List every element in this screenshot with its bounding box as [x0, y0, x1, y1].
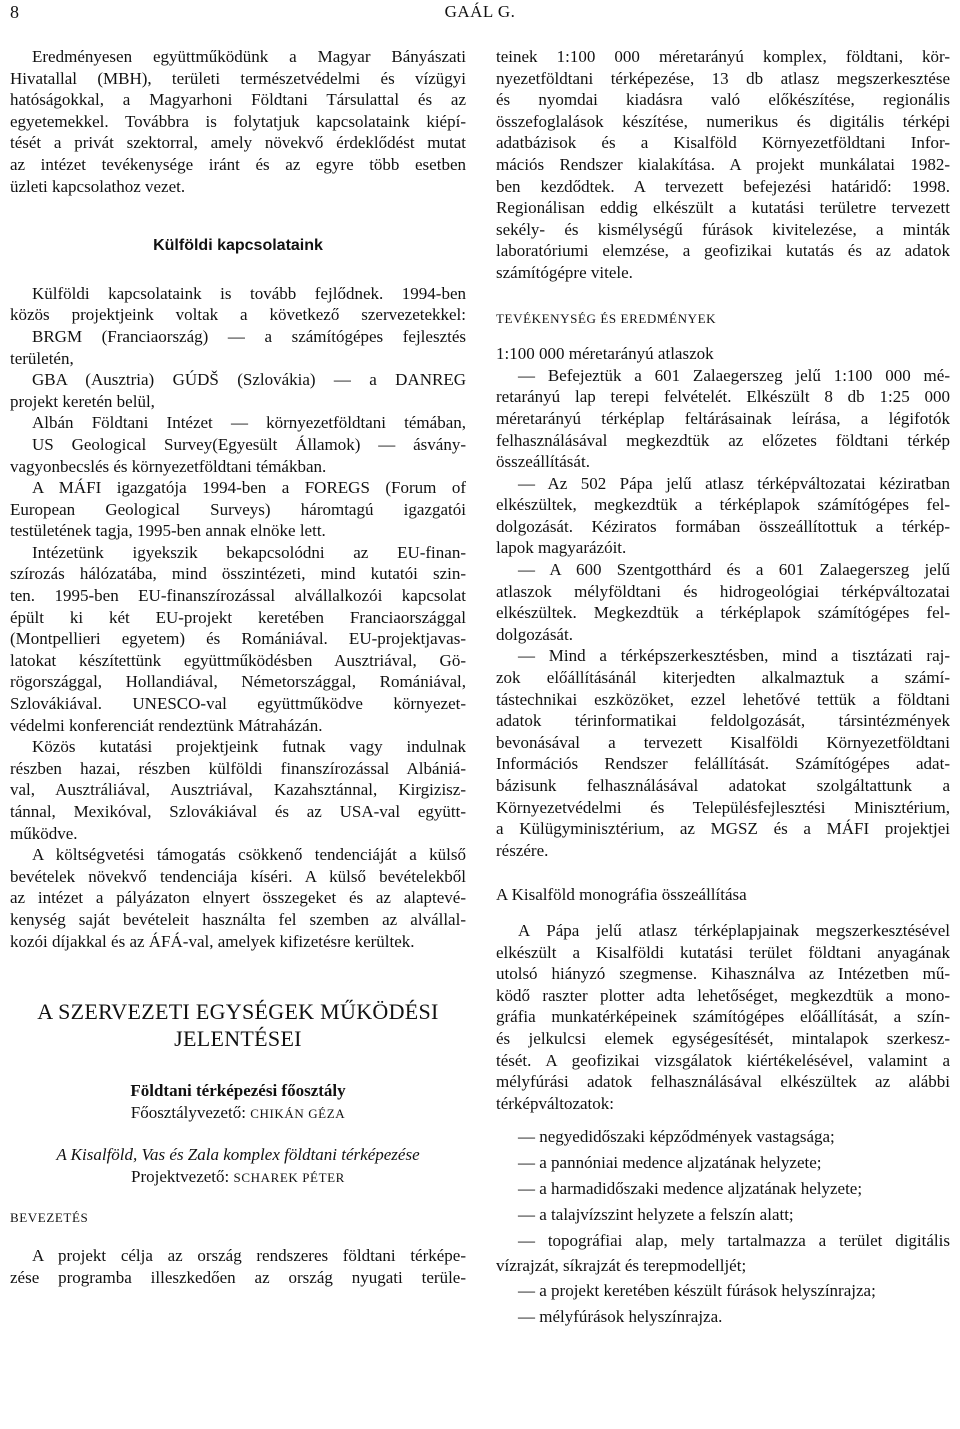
paragraph-line: projekt keretén belül,: [10, 391, 155, 411]
paragraph-line: European Geological Surveys) háromtagú igazgatói: [10, 499, 466, 519]
paragraph-line: ben kezdődtek. A tervezett befejezési határidő: 1998.: [496, 176, 950, 196]
paragraph-line: védelmi konferenciát rendeztünk Mátraházán.: [10, 715, 323, 735]
paragraph-line: GBA (Ausztria) GÚDŠ (Szlovákia) — a DANREG: [32, 370, 466, 390]
paragraph-line: — Befejeztük a 601 Zalaegerszeg jelű 1:100 000 mé-: [518, 365, 950, 385]
atlas-heading: 1:100 000 méretarányú atlaszok: [496, 344, 714, 364]
paragraph-line: — Mind a térképszerkesztésben, mind a tisztázati raj-: [518, 646, 950, 666]
paragraph-line: elkészült a Kisalföldi kutatási terület földtani anyagának: [496, 942, 950, 962]
paragraph-line: épült ki két EU-projekt keretében Franciaországgal: [10, 607, 466, 627]
paragraph-line: adatbázisok és a Kisalföld Környezetföldtani Infor-: [496, 133, 950, 153]
paragraph-line: egyetemekkel. Továbbra is folytatjuk kapcsolataink kiépí-: [10, 111, 466, 131]
paragraph-line: zok előállításánál kiterjedten alkalmaztuk a számí-: [496, 668, 950, 688]
paragraph-line: bázisunk felhasználásával adatokat szolgáltattunk a: [496, 776, 950, 795]
paragraph-line: kozói díjakkal és az ÁFÁ-val, amelyek kifizetésre kerültek.: [10, 931, 415, 951]
paragraph-line: összeállítását.: [496, 452, 590, 472]
paragraph-line: Környezetvédelmi és Településfejlesztési Minisztérium,: [496, 797, 950, 817]
paragraph-line: a Külügyminisztérium, az MGSZ és a MÁFI projektjei: [496, 819, 950, 839]
paragraph-line: és jelkulcsi elemek egységesítését, mintalapok szerkesz-: [496, 1028, 950, 1048]
paragraph-line: Külföldi kapcsolataink is tovább fejlődnek. 1994-ben: [32, 283, 466, 303]
paragraph-line: A költségvetési támogatás csökkenő tendenciáját a külső: [32, 845, 466, 865]
project-lead-name: SCHAREK PÉTER: [233, 1169, 345, 1185]
paragraph-line: US Geological Survey(Egyesült Államok) — ásvány-: [32, 434, 466, 454]
project-lead-label: Projektvezető:: [131, 1166, 234, 1186]
paragraph-line: sekély- és kismélységű fúrások kivitelezése, a minták: [496, 219, 950, 239]
paragraph-line: Közös kutatási projektjeink futnak vagy indulnak: [32, 737, 466, 757]
department-title: Földtani térképezési főosztály: [130, 1081, 346, 1101]
paragraph-line: közös projektjeink voltak a következő szervezetekkel:: [10, 305, 466, 325]
paragraph-line: atlaszok mélyföldtani és hidrogeológiai térképváltozatai: [496, 581, 950, 601]
paragraph-line: mélyfúrási adatok felhasználásával elkészültek az alábbi: [496, 1072, 950, 1092]
list-item: — topográfiai alap, mely tartalmazza a terület digitális: [518, 1231, 950, 1251]
paragraph-line: zése programba illeszkedően az ország nyugati terüle-: [10, 1267, 466, 1287]
right-column: [496, 46, 950, 1330]
paragraph-line: utolsó hiányzó szegmense. Kihasználva az Intézetben mű-: [496, 964, 950, 984]
paragraph-line: Hivatallal (MBH), területi természetvédelmi és vízügyi: [10, 68, 466, 88]
paragraph-line: részben hazai, részben külföldi finanszírozással Albániá-: [10, 758, 466, 778]
page-header: [0, 0, 960, 26]
paragraph-line: tését. A geofizikai vizsgálatok kiértékelésével, valamint a: [496, 1050, 950, 1070]
project-title: A Kisalföld, Vas és Zala komplex földtani térképezése: [56, 1145, 420, 1165]
paragraph-line: teinek 1:100 000 méretarányú komplex, földtani, kör-: [496, 47, 950, 66]
paragraph-line: méretarányú térképlap feltárásainak leírása, a légifotók: [496, 408, 950, 428]
paragraph-line: bevonásával a tervezett Kisalföldi Környezetföldtani: [496, 732, 950, 752]
paragraph-line: retarányú lap terepi felvételét. Elkészült 8 db 1:25 000: [496, 387, 950, 407]
page-number: 8: [10, 2, 19, 22]
paragraph-line: részére.: [496, 840, 549, 860]
paragraph-line: Albán Földtani Intézet — környezetföldtani témában,: [32, 413, 466, 433]
monograph-heading: A Kisalföld monográfia összeállítása: [496, 885, 747, 905]
paragraph-line: tánnal, Mexikóval, Szlovákiával és az USA-val együtt-: [10, 802, 466, 821]
paragraph-line: Szlovákiával. UNESCO-val együttműködve környezet-: [10, 694, 466, 714]
paragraph-line: és nyomdai kiadásra való előkészítése, regionális: [496, 90, 950, 110]
list-item: — negyedidőszaki képződmények vastagsága;: [518, 1127, 835, 1147]
list-item: — a projekt keretében készült fúrások helyszínrajza;: [518, 1281, 876, 1301]
paragraph-line: kenység saját bevételeit használta fel szemben az alvállal-: [10, 909, 466, 929]
list-item: — a talajvízszint helyzete a felszín alatt;: [518, 1205, 794, 1225]
paragraph-line: felhasználásával megkezdtük az előzetes földtani térkép: [496, 430, 950, 450]
paragraph-line: Eredményesen együttműködünk a Magyar Bányászati: [32, 47, 466, 66]
department-head-name: CHIKÁN GÉZA: [250, 1105, 346, 1121]
paragraph-line: területén,: [10, 348, 74, 368]
department-head-label: Főosztályvezető:: [130, 1102, 251, 1122]
paragraph-line: gráfia munkatérképeinek számítógépes előállítását, a szín-: [496, 1007, 950, 1027]
paragraph-line: rögországgal, Hollandiával, Németországgal, Romániával,: [10, 672, 466, 692]
list-item: vízrajzát, síkrajzát és terepmodelljét;: [496, 1256, 747, 1276]
paragraph-line: ködő raszter plotter adta lehetőséget, megkezdtük a mono-: [496, 985, 950, 1005]
list-item: — a pannóniai medence aljzatának helyzete;: [518, 1153, 822, 1173]
paragraph-line: dolgozását. Kéziratos formában összeállítottuk a térkép-: [496, 516, 950, 536]
paragraph-line: üzleti kapcsolathoz vezet.: [10, 176, 186, 196]
paragraph-line: — Az 502 Pápa jelű atlasz térképváltozatai kéziratban: [518, 473, 950, 493]
paragraph-line: — A 600 Szentgotthárd és a 601 Zalaegerszeg jelű: [518, 560, 950, 580]
paragraph-line: számítógépre vitele.: [496, 262, 633, 282]
paragraph-line: nyezetföldtani térképezése, 13 db atlasz megszerkesztése: [496, 68, 950, 88]
paragraph-line: (Montpellieri egyetem) és Romániával. EU-projektjavas-: [10, 629, 466, 649]
paragraph-line: szírozás hálózatába, mind összintézeti, mind kutatói szin-: [10, 564, 466, 584]
paragraph-line: Regionálisan eddig elkészült a kutatási területre tervezett: [496, 198, 950, 218]
list-item: — mélyfúrások helyszínrajza.: [518, 1307, 723, 1327]
paragraph-line: összefoglalások készítése, numerikus és digitális térképi: [496, 111, 950, 131]
paragraph-line: BRGM (Franciaország) — a számítógépes fejlesztés: [32, 326, 466, 346]
paragraph-line: vagyonbecslés és környezetföldtani témákban.: [10, 456, 327, 476]
paragraph-line: az intézet tevékenysége iránt és az egyre több esetben: [10, 154, 466, 174]
paragraph-line: tését a privát szektorral, amely növekvő érdeklődést mutat: [10, 133, 466, 153]
paragraph-line: latokat készítettünk együttműködésben Ausztriával, Gö-: [10, 650, 466, 670]
paragraph-line: laboratóriumi elemzése, a geofizikai kutatás és az adatok: [496, 241, 950, 261]
chapter-title: A SZERVEZETI EGYSÉGEK MŰKÖDÉSI: [37, 999, 439, 1025]
paragraph-line: A projekt célja az ország rendszeres földtani térképe-: [32, 1246, 466, 1266]
list-item: — a harmadidőszaki medence aljzatának helyzete;: [518, 1179, 863, 1199]
paragraph-line: működve.: [10, 823, 78, 843]
project-lead: [10, 1166, 466, 1188]
paragraph-line: bevételek növekvő tendenciája kíséri. A külső bevételekből: [10, 866, 466, 886]
paragraph-line: adatok térinformatikai feldolgozását, társintézmények: [496, 711, 950, 731]
paragraph-line: térképváltozatok:: [496, 1093, 615, 1113]
paragraph-line: lapok magyarázóit.: [496, 538, 627, 558]
paragraph-line: A Pápa jelű atlasz térképlapjainak megszerkesztésével: [518, 920, 950, 940]
paragraph-line: hatóságokkal, a Magyarhoni Földtani Társulattal és az: [10, 90, 466, 110]
paragraph-line: testületének tagja, 1995-ben annak elnöke lett.: [10, 521, 326, 541]
paragraph-line: elkészültek. Megkezdtük a térképlapok számítógépes fel-: [496, 603, 950, 623]
paragraph-line: dolgozását.: [496, 624, 573, 644]
paragraph-line: Intézetünk igyekszik bekapcsolódni az EU-finan-: [32, 542, 466, 562]
paragraph-line: ten. 1995-ben EU-finanszírozással alvállalkozói kapcsolat: [10, 586, 466, 606]
paragraph-line: elkészültek, megkezdtük a térképlapok számítógépes fel-: [496, 495, 950, 515]
intro-heading: BEVEZETÉS: [10, 1209, 89, 1225]
paragraph-line: tástechnikai eszközöket, ezzel lehetővé tettük a földtani: [496, 689, 950, 709]
paragraph-line: az intézet a pályázaton elnyert összegeket és az alaptevé-: [10, 888, 466, 908]
paragraph-line: mációs Rendszer kialakítása. A projekt munkálatai 1982-: [496, 154, 950, 174]
paragraph-line: val, Ausztráliával, Ausztriával, Kazahsztánnal, Kirgizisz-: [10, 780, 466, 800]
left-column: [10, 46, 466, 1288]
running-head: GAÁL G.: [444, 2, 516, 21]
activity-heading: TEVÉKENYSÉG ÉS EREDMÉNYEK: [496, 310, 717, 326]
paragraph-line: Információs Rendszer felállítását. Számítógépes adat-: [496, 754, 950, 774]
paragraph-line: A MÁFI igazgatója 1994-ben a FOREGS (Forum of: [32, 478, 466, 498]
department-head: [10, 1102, 466, 1124]
chapter-title: JELENTÉSEI: [174, 1026, 302, 1052]
section-title: Külföldi kapcsolataink: [153, 237, 323, 255]
